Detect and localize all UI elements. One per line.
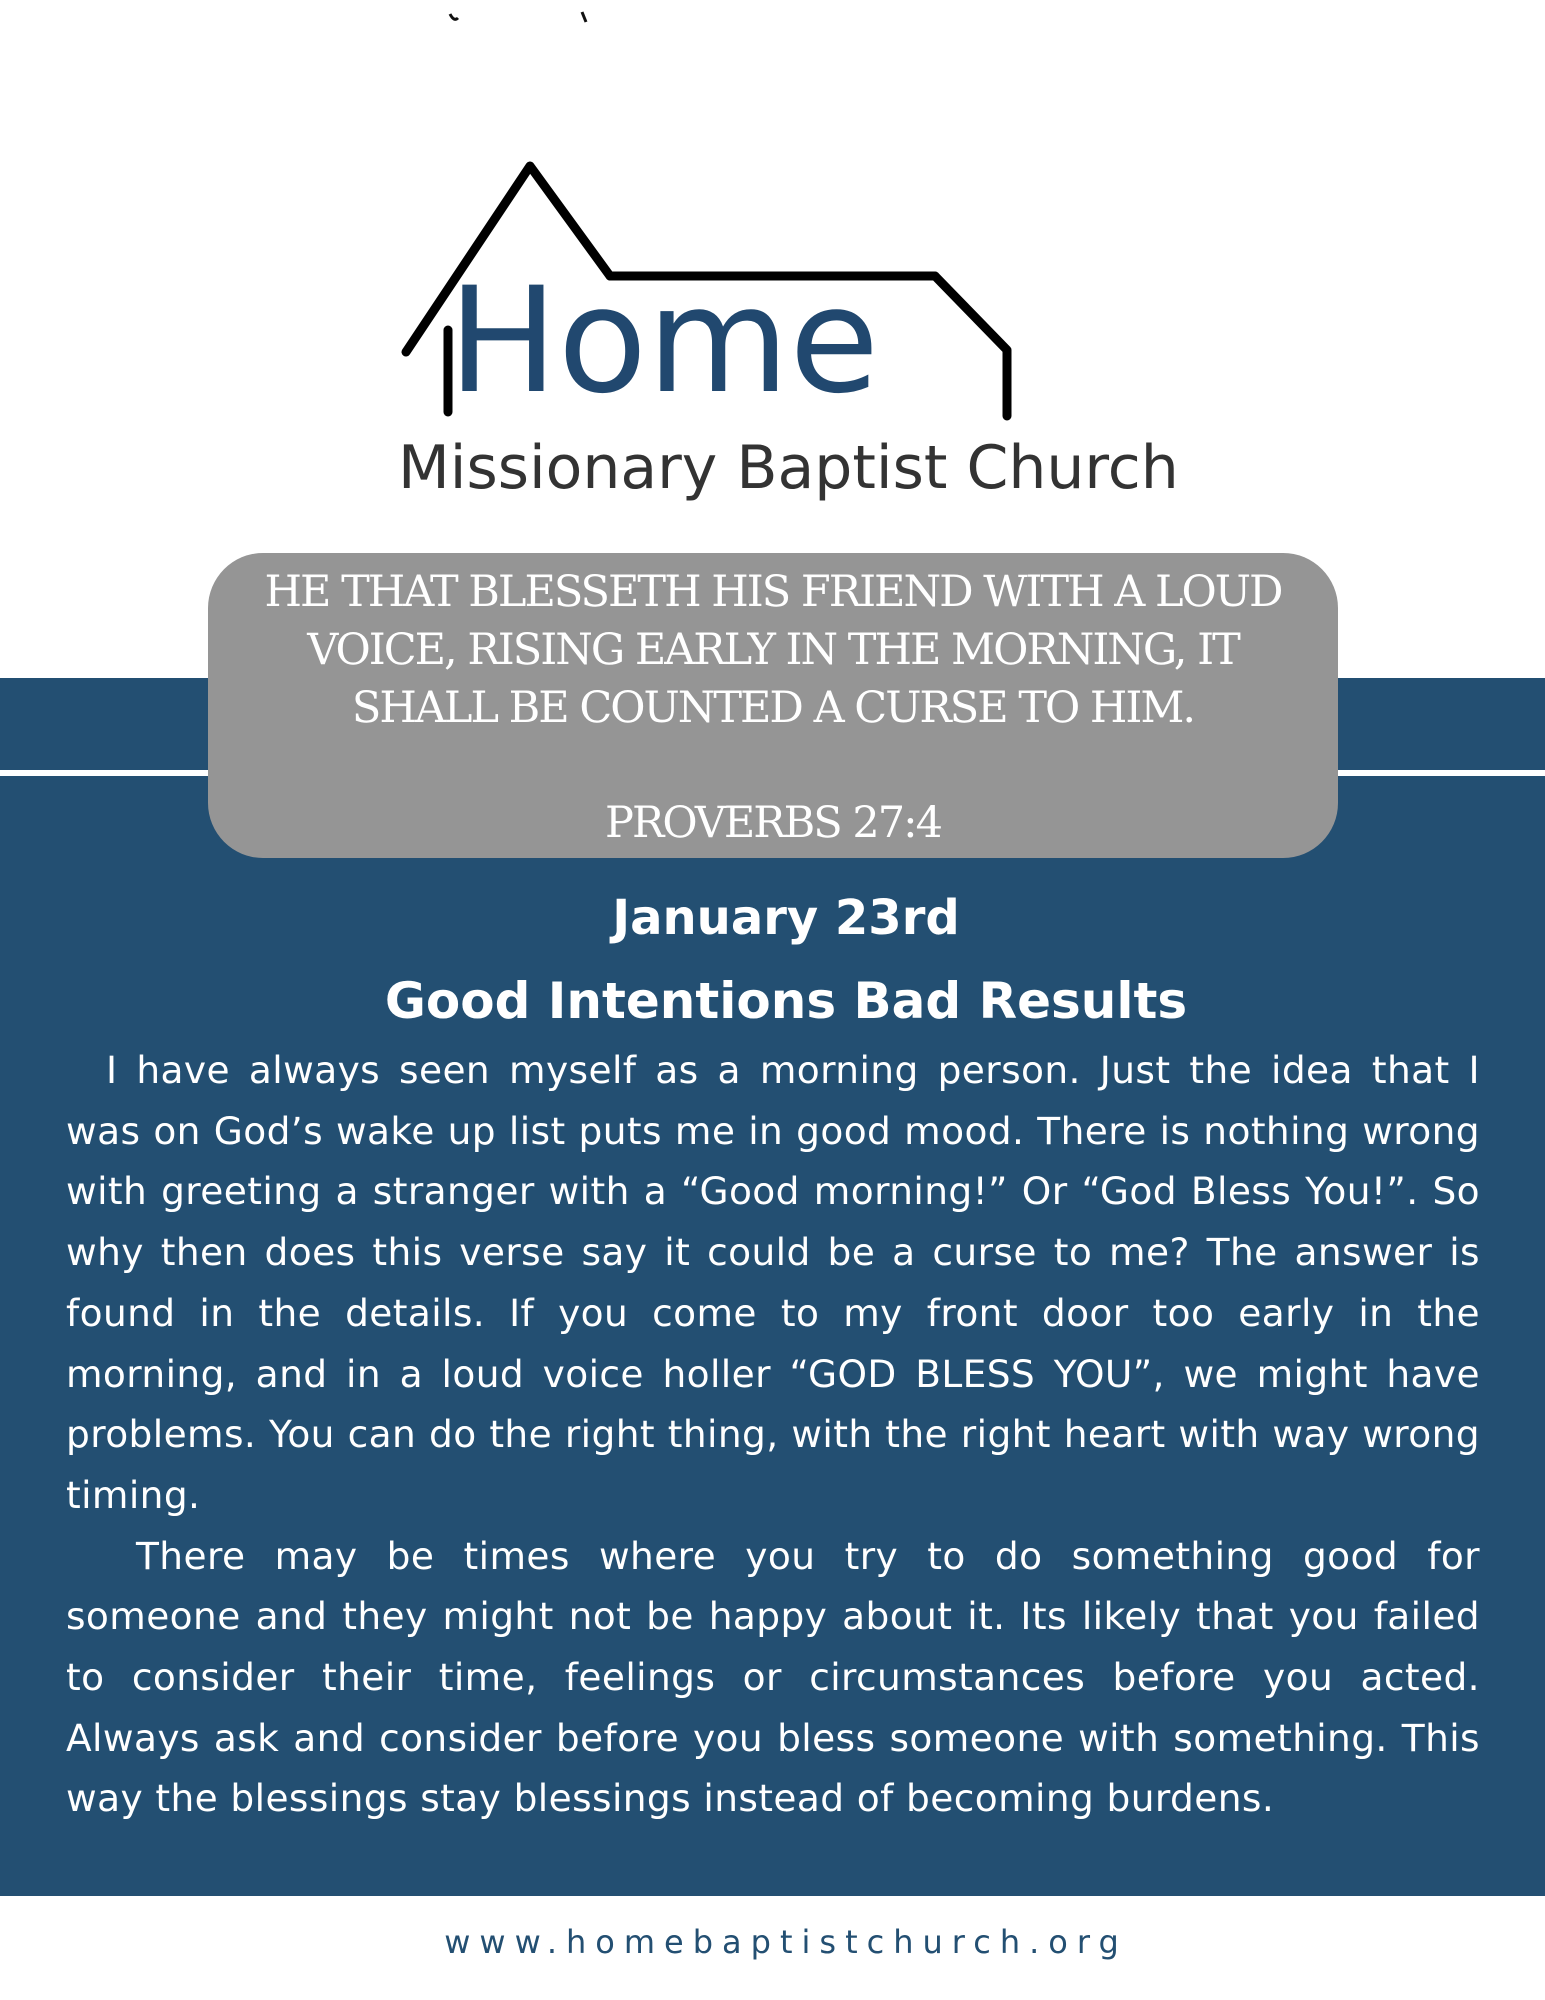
verse-box bbox=[208, 553, 1338, 858]
body-paragraph: I have always seen myself as a morning person. Just the idea that I was on God’s wake up list puts me in good mood. There is nothing wrong with greeting a stranger with a “Good morning!” Or “God Bless You!”. So why then does this verse say it could be a curse to me? The answer is found in the details. If you come to my front door too early in the morning, and in a loud voice holler “GOD BLESS YOU”, we might have problems. You can do the right thing, with the right heart with way wrong timing. bbox=[66, 1048, 1480, 1517]
cropped-text-marks bbox=[440, 10, 600, 26]
devotional-date: January 23rd bbox=[612, 890, 960, 946]
logo-home-text: Home bbox=[448, 256, 880, 426]
verse-text bbox=[208, 563, 1338, 737]
devotional-title: Good Intentions Bad Results bbox=[384, 972, 1188, 1030]
verse-line: SHALL BE COUNTED A CURSE TO HIM. bbox=[351, 683, 1195, 733]
logo-subtitle: Missionary Baptist Church bbox=[398, 433, 1179, 503]
devotional-body bbox=[66, 1040, 1480, 1829]
footer-website-link[interactable]: www.homebaptistchurch.org bbox=[444, 1923, 1128, 1961]
verse-line: VOICE, RISING EARLY IN THE MORNING, IT bbox=[307, 625, 1239, 675]
verse-reference: PROVERBS 27:4 bbox=[605, 798, 941, 848]
body-paragraph: There may be times where you try to do something good for someone and they might not be happy about it. Its likely that you failed to consider their time, feelings or circumstances before you acted. Always ask and consider before you bless someone with something. This way the blessings stay blessings instead of becoming burdens. bbox=[66, 1533, 1480, 1821]
church-logo bbox=[390, 150, 1210, 520]
verse-line: HE THAT BLESSETH HIS FRIEND WITH A LOUD bbox=[264, 567, 1282, 617]
